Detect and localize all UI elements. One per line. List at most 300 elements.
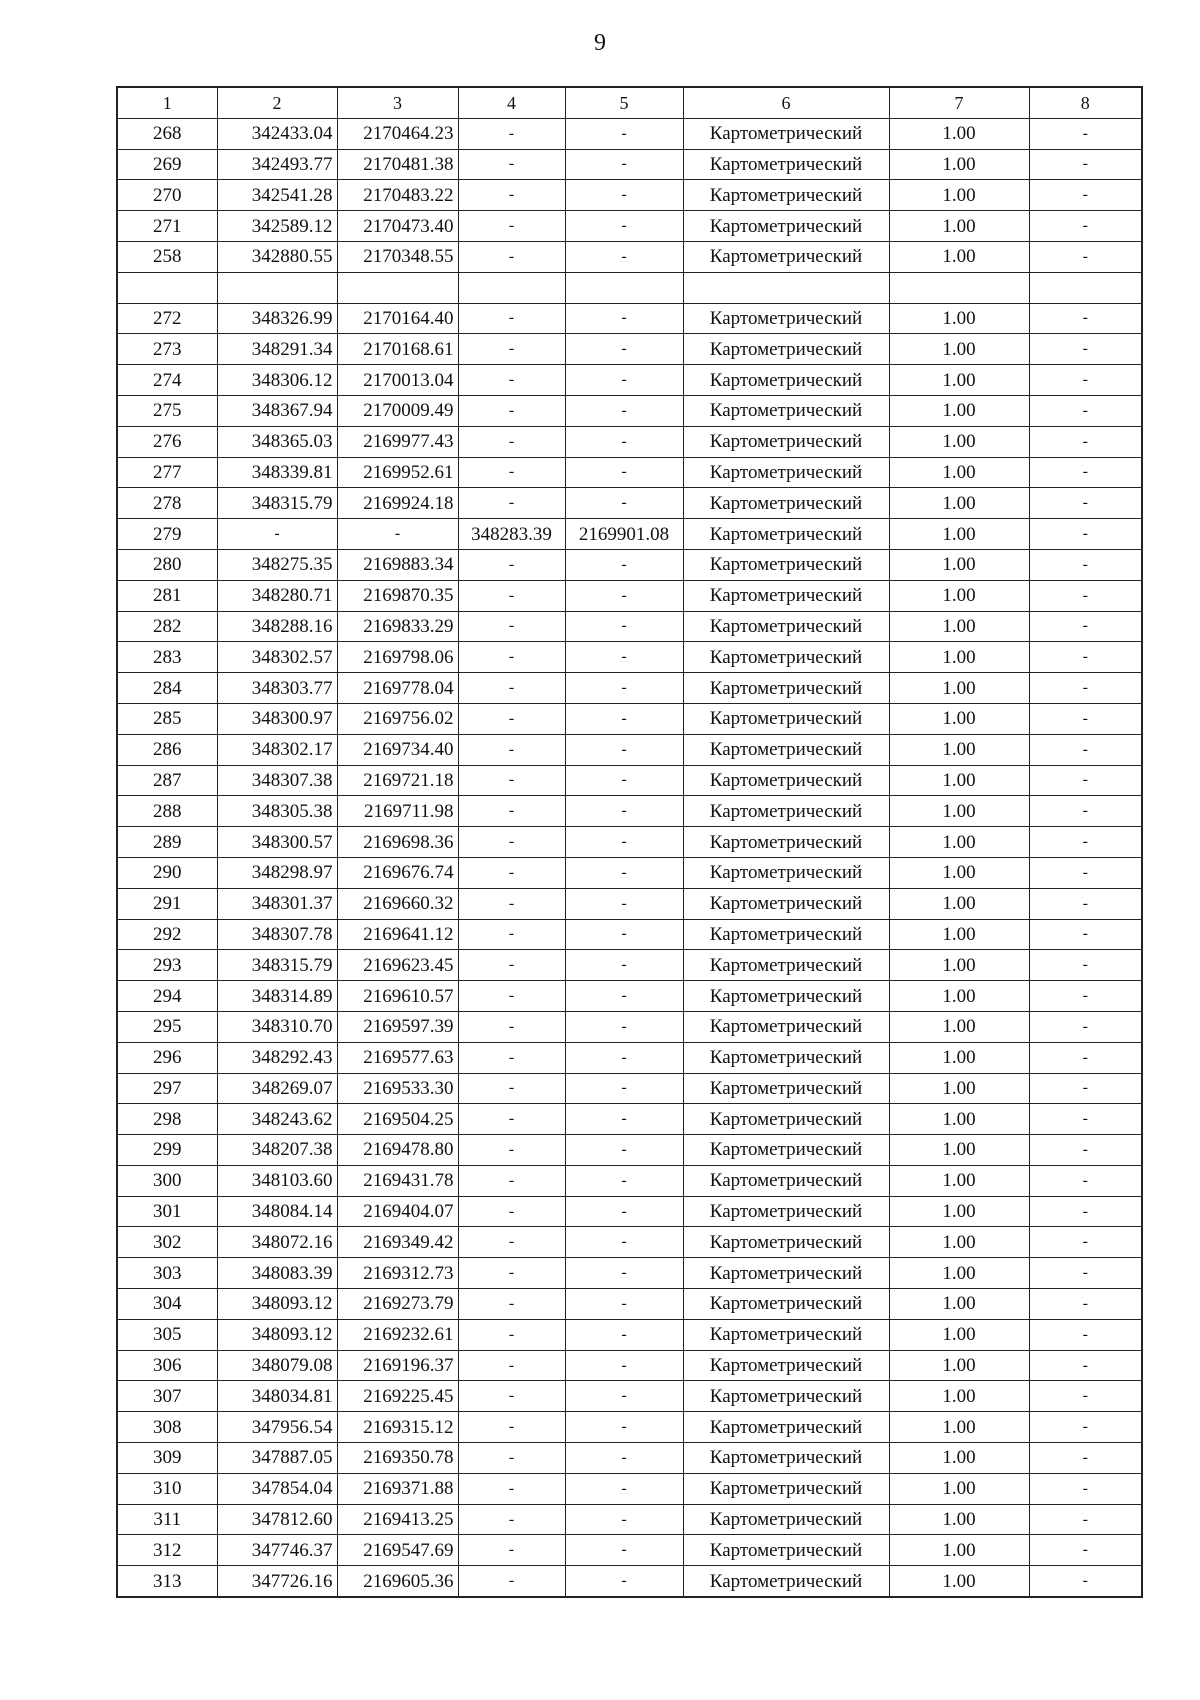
table-cell: Картометрический <box>683 580 889 611</box>
table-cell: - <box>458 981 565 1012</box>
table-cell: - <box>458 180 565 211</box>
table-row <box>117 149 1142 180</box>
table-cell: Картометрический <box>683 395 889 426</box>
table-cell: 348034.81 <box>217 1381 337 1412</box>
table-cell: Картометрический <box>683 857 889 888</box>
table-cell: Картометрический <box>683 1443 889 1474</box>
table-row <box>117 549 1142 580</box>
table-cell: 1.00 <box>889 1381 1029 1412</box>
table-cell: Картометрический <box>683 1135 889 1166</box>
table-cell: Картометрический <box>683 919 889 950</box>
table-cell: 2169901.08 <box>565 519 683 550</box>
table-cell: 305 <box>117 1319 217 1350</box>
table-row <box>117 1196 1142 1227</box>
table-cell: 270 <box>117 180 217 211</box>
table-cell: Картометрический <box>683 180 889 211</box>
table-cell: - <box>458 827 565 858</box>
table-cell: 1.00 <box>889 1165 1029 1196</box>
table-cell: 1.00 <box>889 1258 1029 1289</box>
table-cell: 2169232.61 <box>337 1319 458 1350</box>
table-cell: 342880.55 <box>217 241 337 272</box>
table-cell: 309 <box>117 1443 217 1474</box>
table-cell: 2169273.79 <box>337 1289 458 1320</box>
table-cell: Картометрический <box>683 611 889 642</box>
table-cell: Картометрический <box>683 827 889 858</box>
table-row <box>117 1227 1142 1258</box>
table-cell: - <box>458 796 565 827</box>
table-cell: - <box>565 1104 683 1135</box>
table-cell: 348307.38 <box>217 765 337 796</box>
table-row <box>117 888 1142 919</box>
table-cell: - <box>1029 1535 1142 1566</box>
table-cell: 1.00 <box>889 580 1029 611</box>
table-cell: Картометрический <box>683 1011 889 1042</box>
table-row <box>117 211 1142 242</box>
table-cell: - <box>458 1350 565 1381</box>
table-cell: 342493.77 <box>217 149 337 180</box>
table-cell: 2169721.18 <box>337 765 458 796</box>
column-header: 4 <box>458 87 565 118</box>
table-cell: 342541.28 <box>217 180 337 211</box>
table-cell: 2169798.06 <box>337 642 458 673</box>
table-cell: - <box>565 303 683 334</box>
table-cell: 1.00 <box>889 1011 1029 1042</box>
table-row <box>117 703 1142 734</box>
table-row <box>117 1135 1142 1166</box>
table-cell: 1.00 <box>889 1412 1029 1443</box>
table-cell: Картометрический <box>683 1566 889 1597</box>
table-cell: 303 <box>117 1258 217 1289</box>
table-cell: 288 <box>117 796 217 827</box>
table-cell <box>565 272 683 303</box>
table-cell: Картометрический <box>683 1381 889 1412</box>
table-cell: Картометрический <box>683 211 889 242</box>
table-cell: - <box>458 303 565 334</box>
table-cell: 1.00 <box>889 765 1029 796</box>
table-cell: - <box>458 1443 565 1474</box>
table-cell: Картометрический <box>683 981 889 1012</box>
table-cell: - <box>458 580 565 611</box>
table-cell: - <box>458 673 565 704</box>
table-cell: 271 <box>117 211 217 242</box>
table-cell: 348305.38 <box>217 796 337 827</box>
table-cell: - <box>565 334 683 365</box>
table-cell: - <box>458 1504 565 1535</box>
table-cell: 277 <box>117 457 217 488</box>
table-row <box>117 1165 1142 1196</box>
table-cell: 1.00 <box>889 981 1029 1012</box>
table-cell: 275 <box>117 395 217 426</box>
table-cell: 313 <box>117 1566 217 1597</box>
table-cell: 273 <box>117 334 217 365</box>
table-cell: 1.00 <box>889 1073 1029 1104</box>
table-cell: 342433.04 <box>217 118 337 149</box>
table-cell: 293 <box>117 950 217 981</box>
table-cell: - <box>565 611 683 642</box>
table-cell: Картометрический <box>683 673 889 704</box>
table-cell: 348072.16 <box>217 1227 337 1258</box>
table-cell: 348339.81 <box>217 457 337 488</box>
table-cell: - <box>565 365 683 396</box>
table-cell: 2169547.69 <box>337 1535 458 1566</box>
table-cell: 348298.97 <box>217 857 337 888</box>
table-cell: - <box>1029 1412 1142 1443</box>
table-row <box>117 1104 1142 1135</box>
table-cell: - <box>1029 1566 1142 1597</box>
table-cell <box>683 272 889 303</box>
table-header-row <box>117 87 1142 118</box>
table-cell: - <box>458 149 565 180</box>
table-cell: - <box>1029 303 1142 334</box>
table-row <box>117 1535 1142 1566</box>
table-row <box>117 1381 1142 1412</box>
table-cell: 1.00 <box>889 549 1029 580</box>
table-cell: Картометрический <box>683 1073 889 1104</box>
table-cell: - <box>458 1073 565 1104</box>
table-cell: - <box>565 1443 683 1474</box>
table-cell: Картометрический <box>683 365 889 396</box>
table-cell: Картометрический <box>683 1412 889 1443</box>
table-cell: - <box>1029 241 1142 272</box>
table-cell: - <box>458 765 565 796</box>
table-row <box>117 241 1142 272</box>
table-cell: - <box>1029 519 1142 550</box>
table-cell: - <box>565 241 683 272</box>
table-cell: 304 <box>117 1289 217 1320</box>
table-cell: - <box>565 1473 683 1504</box>
table-cell: 306 <box>117 1350 217 1381</box>
table-cell: 1.00 <box>889 1535 1029 1566</box>
table-cell: 348306.12 <box>217 365 337 396</box>
table-cell: Картометрический <box>683 888 889 919</box>
table-body <box>117 87 1142 1597</box>
table-cell: - <box>1029 950 1142 981</box>
table-cell: 292 <box>117 919 217 950</box>
table-cell: 283 <box>117 642 217 673</box>
table-cell: 296 <box>117 1042 217 1073</box>
table-cell: 310 <box>117 1473 217 1504</box>
table-cell: 269 <box>117 149 217 180</box>
table-cell: 2169623.45 <box>337 950 458 981</box>
table-cell: 1.00 <box>889 149 1029 180</box>
table-cell: 347726.16 <box>217 1566 337 1597</box>
table-cell: - <box>458 1196 565 1227</box>
column-header: 5 <box>565 87 683 118</box>
table-cell: Картометрический <box>683 241 889 272</box>
table-cell: 286 <box>117 734 217 765</box>
table-cell: 2169676.74 <box>337 857 458 888</box>
table-cell: 1.00 <box>889 1319 1029 1350</box>
table-cell: - <box>458 426 565 457</box>
table-cell: Картометрический <box>683 1535 889 1566</box>
table-row <box>117 642 1142 673</box>
table-cell: 348288.16 <box>217 611 337 642</box>
table-cell: 2169225.45 <box>337 1381 458 1412</box>
table-cell: - <box>1029 888 1142 919</box>
table-cell: - <box>458 118 565 149</box>
table-cell: Картометрический <box>683 426 889 457</box>
table-cell: 1.00 <box>889 211 1029 242</box>
table-cell: 1.00 <box>889 919 1029 950</box>
table-cell: 1.00 <box>889 488 1029 519</box>
table-cell: - <box>565 1319 683 1350</box>
table-cell: - <box>565 1135 683 1166</box>
table-cell: 302 <box>117 1227 217 1258</box>
table-cell: - <box>458 549 565 580</box>
table-cell: 2169478.80 <box>337 1135 458 1166</box>
table-cell: - <box>565 1042 683 1073</box>
table-cell: 1.00 <box>889 1135 1029 1166</box>
table-cell: - <box>565 488 683 519</box>
table-cell: 281 <box>117 580 217 611</box>
table-cell: 285 <box>117 703 217 734</box>
table-cell: Картометрический <box>683 796 889 827</box>
table-cell: 2169698.36 <box>337 827 458 858</box>
table-cell: Картометрический <box>683 734 889 765</box>
table-cell: Картометрический <box>683 1350 889 1381</box>
table-row <box>117 1073 1142 1104</box>
table-cell: - <box>1029 334 1142 365</box>
table-cell: - <box>1029 1165 1142 1196</box>
table-cell: - <box>217 519 337 550</box>
table-cell: - <box>565 888 683 919</box>
table-cell: - <box>1029 673 1142 704</box>
table-cell: 300 <box>117 1165 217 1196</box>
table-cell: 342589.12 <box>217 211 337 242</box>
table-cell: - <box>565 180 683 211</box>
table-cell: - <box>565 1535 683 1566</box>
table-cell: - <box>565 950 683 981</box>
table-cell: 347812.60 <box>217 1504 337 1535</box>
table-cell: 348307.78 <box>217 919 337 950</box>
table-cell: 276 <box>117 426 217 457</box>
table-cell: - <box>1029 981 1142 1012</box>
table-cell: 347956.54 <box>217 1412 337 1443</box>
table-cell: - <box>565 1504 683 1535</box>
table-row <box>117 734 1142 765</box>
table-cell: 1.00 <box>889 703 1029 734</box>
table-cell: 348300.57 <box>217 827 337 858</box>
table-cell: Картометрический <box>683 149 889 180</box>
table-cell: - <box>1029 1258 1142 1289</box>
table-cell: Картометрический <box>683 1504 889 1535</box>
table-cell: 2169312.73 <box>337 1258 458 1289</box>
table-cell: - <box>458 241 565 272</box>
table-row <box>117 1319 1142 1350</box>
table-cell: 1.00 <box>889 611 1029 642</box>
table-cell: 1.00 <box>889 1042 1029 1073</box>
table-cell: - <box>1029 1011 1142 1042</box>
table-cell: - <box>565 796 683 827</box>
table-cell: 274 <box>117 365 217 396</box>
table-cell: 348280.71 <box>217 580 337 611</box>
table-cell: 290 <box>117 857 217 888</box>
table-cell: 348326.99 <box>217 303 337 334</box>
table-cell: 1.00 <box>889 1504 1029 1535</box>
table-cell: - <box>458 703 565 734</box>
table-cell: 1.00 <box>889 673 1029 704</box>
table-cell: 299 <box>117 1135 217 1166</box>
table-cell: - <box>458 457 565 488</box>
table-cell: - <box>565 549 683 580</box>
table-cell: - <box>1029 703 1142 734</box>
table-row <box>117 457 1142 488</box>
table-cell: 287 <box>117 765 217 796</box>
table-cell: - <box>1029 118 1142 149</box>
table-cell: - <box>565 919 683 950</box>
table-cell: - <box>458 334 565 365</box>
coordinates-table <box>116 86 1143 1598</box>
table-cell: - <box>458 365 565 396</box>
table-cell: 2169315.12 <box>337 1412 458 1443</box>
table-cell: 1.00 <box>889 395 1029 426</box>
table-row <box>117 1011 1142 1042</box>
table-cell: - <box>458 211 565 242</box>
table-cell: - <box>565 580 683 611</box>
table-cell: 297 <box>117 1073 217 1104</box>
table-row <box>117 1350 1142 1381</box>
table-row <box>117 919 1142 950</box>
table-cell: 2169870.35 <box>337 580 458 611</box>
table-cell: Картометрический <box>683 549 889 580</box>
table-cell: - <box>458 1412 565 1443</box>
page-number: 9 <box>594 30 606 56</box>
table-cell: 1.00 <box>889 457 1029 488</box>
table-cell: - <box>1029 611 1142 642</box>
table-cell: - <box>1029 1227 1142 1258</box>
table-cell: - <box>1029 149 1142 180</box>
table-cell: Картометрический <box>683 457 889 488</box>
table-cell: 2170481.38 <box>337 149 458 180</box>
table-cell: - <box>458 642 565 673</box>
table-cell: - <box>565 673 683 704</box>
column-header: 3 <box>337 87 458 118</box>
table-cell: - <box>458 1011 565 1042</box>
table-row <box>117 395 1142 426</box>
table-cell: 347746.37 <box>217 1535 337 1566</box>
table-cell: 348207.38 <box>217 1135 337 1166</box>
table-cell: - <box>1029 488 1142 519</box>
table-cell: 1.00 <box>889 827 1029 858</box>
table-row <box>117 488 1142 519</box>
table-cell: - <box>458 395 565 426</box>
table-cell: - <box>1029 395 1142 426</box>
table-cell: - <box>565 118 683 149</box>
table-cell: 348275.35 <box>217 549 337 580</box>
table-row <box>117 827 1142 858</box>
table-cell: 348243.62 <box>217 1104 337 1135</box>
table-cell: 348083.39 <box>217 1258 337 1289</box>
table-cell: 2170483.22 <box>337 180 458 211</box>
table-cell: Картометрический <box>683 765 889 796</box>
table-cell: 2169660.32 <box>337 888 458 919</box>
table-cell: 272 <box>117 303 217 334</box>
table-cell: - <box>1029 1504 1142 1535</box>
table-cell: Картометрический <box>683 1165 889 1196</box>
table-cell: - <box>565 1381 683 1412</box>
table-cell: 348103.60 <box>217 1165 337 1196</box>
table-cell: 2169641.12 <box>337 919 458 950</box>
table-cell: 348283.39 <box>458 519 565 550</box>
table-cell: 2170464.23 <box>337 118 458 149</box>
table-cell: Картометрический <box>683 1289 889 1320</box>
table-cell: - <box>565 1350 683 1381</box>
column-header: 2 <box>217 87 337 118</box>
table-cell: 348303.77 <box>217 673 337 704</box>
table-cell: - <box>1029 457 1142 488</box>
table-cell: - <box>458 950 565 981</box>
table-cell: - <box>565 1011 683 1042</box>
table-cell: - <box>458 1473 565 1504</box>
table-cell: 1.00 <box>889 241 1029 272</box>
table-cell: Картометрический <box>683 334 889 365</box>
table-cell: - <box>565 857 683 888</box>
table-cell: 278 <box>117 488 217 519</box>
table-cell: 2169504.25 <box>337 1104 458 1135</box>
table-cell: - <box>565 426 683 457</box>
table-cell: 1.00 <box>889 180 1029 211</box>
table-row <box>117 673 1142 704</box>
table-cell: 348367.94 <box>217 395 337 426</box>
table-cell: - <box>1029 1042 1142 1073</box>
table-cell: 348093.12 <box>217 1319 337 1350</box>
table-row <box>117 580 1142 611</box>
table-cell: 348302.17 <box>217 734 337 765</box>
table-cell: - <box>458 1289 565 1320</box>
table-cell: - <box>565 1258 683 1289</box>
table-cell: - <box>1029 765 1142 796</box>
table-cell: 2169734.40 <box>337 734 458 765</box>
table-cell: 2170164.40 <box>337 303 458 334</box>
table-cell: - <box>1029 857 1142 888</box>
table-cell: - <box>458 888 565 919</box>
table-cell: 2170348.55 <box>337 241 458 272</box>
table-cell: Картометрический <box>683 642 889 673</box>
table-cell: 2169404.07 <box>337 1196 458 1227</box>
table-cell: 1.00 <box>889 519 1029 550</box>
table-row <box>117 765 1142 796</box>
table-cell <box>117 272 217 303</box>
table-cell: - <box>565 642 683 673</box>
table-cell: 291 <box>117 888 217 919</box>
table-cell: - <box>1029 919 1142 950</box>
table-cell <box>1029 272 1142 303</box>
table-cell: 284 <box>117 673 217 704</box>
table-cell: Картометрический <box>683 950 889 981</box>
table-cell: 1.00 <box>889 857 1029 888</box>
table-cell: 2169778.04 <box>337 673 458 704</box>
table-cell: - <box>458 1104 565 1135</box>
table-cell: Картометрический <box>683 303 889 334</box>
table-cell: - <box>1029 211 1142 242</box>
table-cell: 2169952.61 <box>337 457 458 488</box>
table-cell: - <box>565 1289 683 1320</box>
table-cell: - <box>565 149 683 180</box>
table-cell: - <box>565 1196 683 1227</box>
table-cell: - <box>1029 1135 1142 1166</box>
table-cell: 348300.97 <box>217 703 337 734</box>
table-row <box>117 180 1142 211</box>
column-header: 8 <box>1029 87 1142 118</box>
table-cell: - <box>565 1073 683 1104</box>
table-cell: Картометрический <box>683 1319 889 1350</box>
table-cell: 1.00 <box>889 1104 1029 1135</box>
table-cell: Картометрический <box>683 1104 889 1135</box>
table-cell: Картометрический <box>683 1227 889 1258</box>
column-header: 7 <box>889 87 1029 118</box>
table-cell: 294 <box>117 981 217 1012</box>
table-cell: 298 <box>117 1104 217 1135</box>
